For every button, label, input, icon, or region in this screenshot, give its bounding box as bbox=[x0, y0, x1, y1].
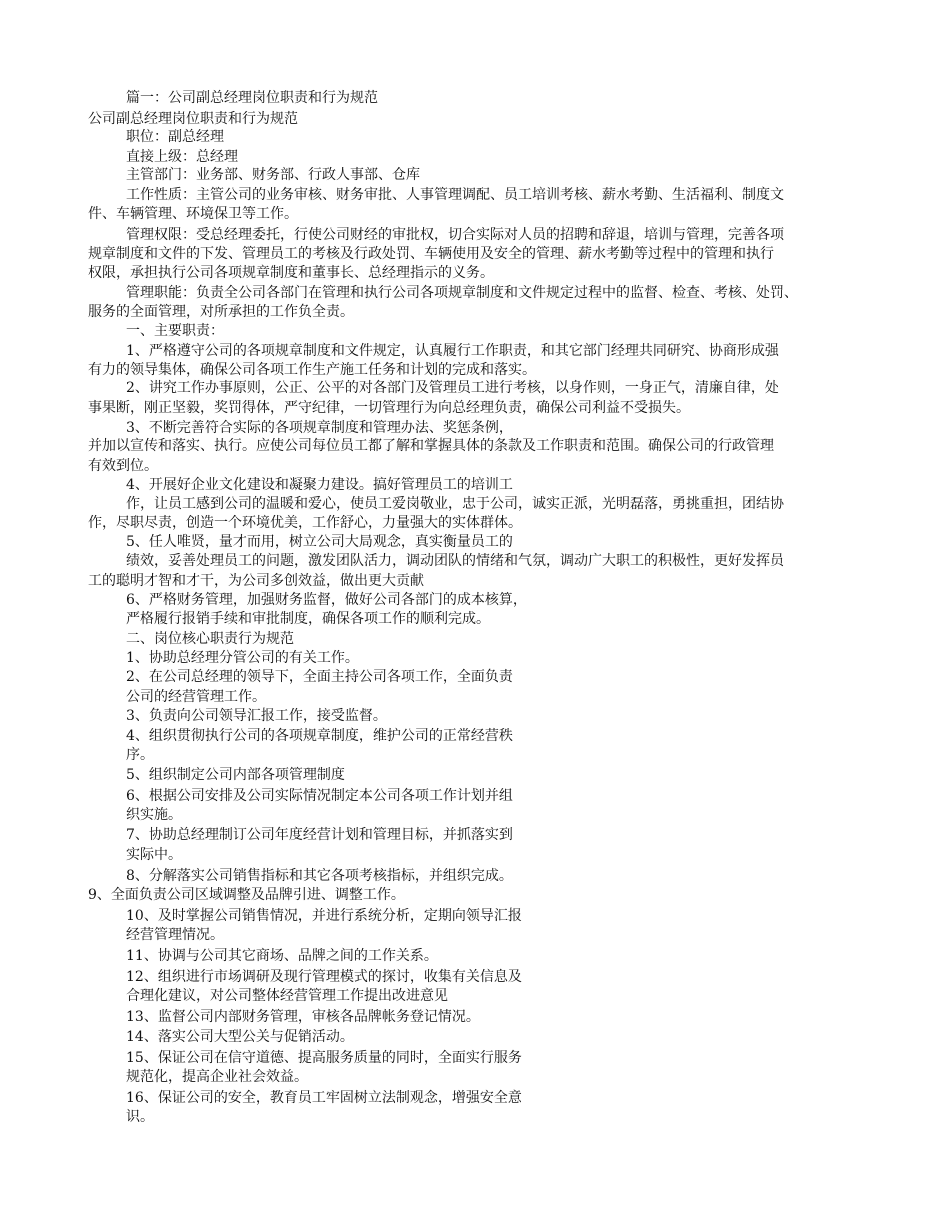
list-item-continued: 工的聪明才智和才干，为公司多创效益，做出更大贡献 bbox=[88, 573, 424, 589]
departments-line: 主管部门：业务部、财务部、行政人事部、仓库 bbox=[126, 167, 420, 183]
paragraph-line: 管理职能：负责全公司各部门在管理和执行公司各项规章制度和文件规定过程中的监督、检查、考核、处罚、 bbox=[126, 285, 798, 301]
list-item: 16、保证公司的安全，教育员工牢固树立法制观念，增强安全意 bbox=[126, 1090, 522, 1106]
list-item-continued: 有效到位。 bbox=[88, 458, 158, 474]
list-item: 9、全面负责公司区域调整及品牌引进、调整工作。 bbox=[88, 887, 405, 903]
section-heading: 篇一：公司副总经理岗位职责和行为规范 bbox=[126, 90, 378, 106]
list-item: 2、讲究工作办事原则，公正、公平的对各部门及管理员工进行考核，以身作则，一身正气，清廉自律，处 bbox=[126, 380, 779, 396]
list-item: 15、保证公司在信守道德、提高服务质量的同时，全面实行服务 bbox=[126, 1050, 522, 1066]
paragraph-line: 规章制度和文件的下发、管理员工的考核及行政处罚、车辆使用及安全的管理、薪水考勤等过程中的管理和执行 bbox=[88, 246, 774, 262]
paragraph-line: 件、车辆管理、环境保卫等工作。 bbox=[88, 206, 298, 222]
list-item-continued: 经营管理情况。 bbox=[126, 927, 224, 943]
list-item: 13、监督公司内部财务管理，审核各品牌帐务登记情况。 bbox=[126, 1009, 480, 1025]
list-item-continued: 事果断，刚正坚毅，奖罚得体，严守纪律，一切管理行为向总经理负责，确保公司利益不受损失。 bbox=[88, 400, 690, 416]
list-item: 3、不断完善符合实际的各项规章制度和管理办法、奖惩条例， bbox=[126, 420, 513, 436]
list-item: 6、严格财务管理，加强财务监督，做好公司各部门的成本核算， bbox=[126, 592, 527, 608]
list-item: 4、开展好企业文化建设和凝聚力建设。搞好管理员工的培训工 bbox=[126, 477, 513, 493]
list-item-continued: 严格履行报销手续和审批制度，确保各项工作的顺利完成。 bbox=[126, 611, 490, 627]
paragraph-line: 管理权限：受总经理委托，行使公司财经的审批权，切合实际对人员的招聘和辞退，培训与管理，完善各项 bbox=[126, 227, 784, 243]
paragraph-line: 权限，承担执行公司各项规章制度和董事长、总经理指示的义务。 bbox=[88, 265, 494, 281]
list-item: 2、在公司总经理的领导下，全面主持公司各项工作，全面负责 bbox=[126, 669, 513, 685]
section-heading: 二、岗位核心职责行为规范 bbox=[126, 631, 294, 647]
paragraph-line: 工作性质：主管公司的业务审核、财务审批、人事管理调配、员工培训考核、薪水考勤、生活福利、制度文 bbox=[126, 187, 784, 203]
list-item-continued: 识。 bbox=[126, 1109, 154, 1125]
list-item-continued: 公司的经营管理工作。 bbox=[126, 689, 266, 705]
list-item-continued: 实际中。 bbox=[126, 847, 182, 863]
list-item-continued: 规范化，提高企业社会效益。 bbox=[126, 1069, 308, 1085]
list-item: 14、落实公司大型公关与促销活动。 bbox=[126, 1029, 354, 1045]
document-title: 公司副总经理岗位职责和行为规范 bbox=[88, 111, 298, 127]
supervisor-line: 直接上级：总经理 bbox=[126, 149, 238, 165]
list-item-continued: 绩效，妥善处理员工的问题，激发团队活力，调动团队的情绪和气氛，调动广大职工的积极性，更好发挥员 bbox=[126, 553, 784, 569]
list-item: 10、及时掌握公司销售情况，并进行系统分析，定期向领导汇报 bbox=[126, 908, 522, 924]
list-item: 3、负责向公司领导汇报工作，接受监督。 bbox=[126, 708, 387, 724]
list-item: 11、协调与公司其它商场、品牌之间的工作关系。 bbox=[126, 948, 438, 964]
paragraph-line: 服务的全面管理，对所承担的工作负全责。 bbox=[88, 304, 354, 320]
list-item: 6、根据公司安排及公司实际情况制定本公司各项工作计划并组 bbox=[126, 788, 513, 804]
section-heading: 一、主要职责： bbox=[126, 323, 224, 339]
list-item: 8、分解落实公司销售指标和其它各项考核指标，并组织完成。 bbox=[126, 868, 513, 884]
list-item: 1、严格遵守公司的各项规章制度和文件规定，认真履行工作职责，和其它部门经理共同研究、协商形成强 bbox=[126, 343, 779, 359]
position-line: 职位：副总经理 bbox=[126, 129, 224, 145]
list-item: 5、组织制定公司内部各项管理制度 bbox=[126, 767, 345, 783]
list-item-continued: 作，让员工感到公司的温暖和爱心，使员工爱岗敬业，忠于公司，诚实正派，光明磊落，勇挑重担，团结协 bbox=[126, 496, 784, 512]
list-item-continued: 作，尽职尽责，创造一个环境优美，工作舒心，力量强大的实体群体。 bbox=[88, 515, 522, 531]
list-item-continued: 序。 bbox=[126, 747, 154, 763]
list-item-continued: 织实施。 bbox=[126, 807, 182, 823]
list-item: 12、组织进行市场调研及现行管理模式的探讨，收集有关信息及 bbox=[126, 969, 522, 985]
list-item: 4、组织贯彻执行公司的各项规章制度，维护公司的正常经营秩 bbox=[126, 728, 513, 744]
list-item-continued: 并加以宣传和落实、执行。应使公司每位员工都了解和掌握具体的条款及工作职责和范围。确保公司的行政管理 bbox=[88, 438, 774, 454]
list-item-continued: 合理化建议，对公司整体经营管理工作提出改进意见 bbox=[126, 988, 448, 1004]
list-item: 7、协助总经理制订公司年度经营计划和管理目标，并抓落实到 bbox=[126, 827, 513, 843]
list-item-continued: 有力的领导集体，确保公司各项工作生产施工任务和计划的完成和落实。 bbox=[88, 362, 536, 378]
list-item: 1、协助总经理分管公司的有关工作。 bbox=[126, 650, 359, 666]
list-item: 5、任人唯贤，量才而用，树立公司大局观念，真实衡量员工的 bbox=[126, 534, 513, 550]
